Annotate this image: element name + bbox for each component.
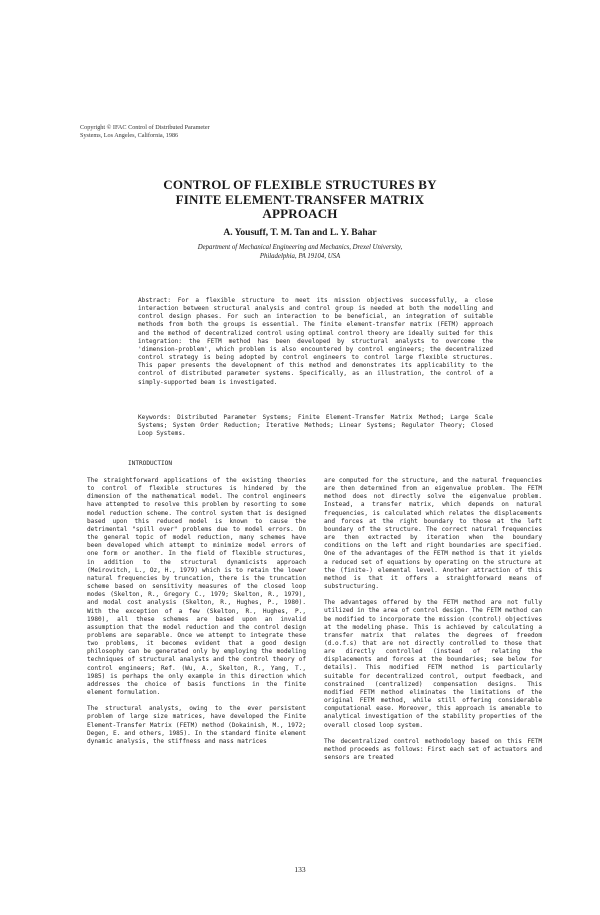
page-number: 133 [294,865,306,874]
keywords-label: Keywords: [138,414,172,421]
body-paragraph: The advantages offered by the FETM method are not fully utilized in the area of control design. The FETM method can be modified to incorporate the mission (control) objectives at the modeling phase. This is achieved by calculating a transfer matrix that relates the degrees of freedom (d.o.f.s) that are not directly controlled to those that are directly controlled (instead of relating the displacements and forces at the boundaries; see below for details). This modified FETM method is particularly suitable for decentralized control, output feedback, and constrained (centralized) compensation designs. This modified FETM method eliminates the limitations of the original FETM method, while still offering considerable computational ease. Moreover, this approach is amenable to analytical investigation of the stability properties of the overall closed loop system. [324,599,542,729]
title-line-3: APPROACH [262,206,338,221]
copyright-line-1: Copyright © IFAC Control of Distributed Parameter [80,124,210,131]
affiliation-line-2: Philadelphia, PA 19104, USA [259,252,341,260]
abstract-block [138,297,493,387]
body-paragraph: The decentralized control methodology based on this FETM method proceeds as follows: First each set of actuators and sensors are treated [324,737,542,761]
author-list: A. Yousuff, T. M. Tan and L. Y. Bahar [223,228,377,238]
keywords-block [138,414,493,438]
affiliation [140,244,460,261]
title-line-2: FINITE ELEMENT-TRANSFER MATRIX [175,191,425,207]
abstract-label: Abstract: [138,297,172,304]
right-column [324,477,542,770]
body-paragraph: The straightforward applications of the existing theories to control of flexible structures is hindered by the dimension of the mathematical model. The control engineers have attempted to resolve this problem by resorting to some model reduction scheme. The control system that is designed based upon this reduced model is known to cause the detrimental "spill over" problems due to model errors. On the general topic of model reduction, many schemes have been developed which attempt to minimize model errors of one form or another. In the field of flexible structures, in addition to the structural dynamicists approach (Meirovitch, L., Oz, H., 1979) which is to retain the lower natural frequencies by truncation, there is the truncation scheme based on sensitivity measures of the closed loop modes (Skelton, R., Gregory C., 1979; Skelton, R., 1979), and modal cost analysis (Skelton, R., Hughes, P., 1980). With the exception of a few (Skelton, R., Hughes, P., 1980), all these schemes are based upon an invalid assumption that the model reduction and the control design problems are separable. Once we attempt to integrate these two problems, it becomes evident that a good design philosophy can be generated only by employing the modeling techniques of structural analysts and the control theory of control engineers; Ref. (Wu, A., Skelton, R., Yang, T., 1985) is perhaps the only example in this direction which addresses the choice of basis functions in the finite element formulation. [87,477,306,697]
left-column [87,477,306,754]
paper-title [100,178,500,222]
section-heading-introduction: INTRODUCTION [128,460,173,467]
copyright-notice [80,124,300,139]
body-paragraph: are computed for the structure, and the natural frequencies are then determined from an eigenvalue problem. The FETM method does not directly solve the eigenvalue problem. Instead, a transfer matrix, which depends on natural frequencies, is calculated which relates the displacements and forces at the right boundary to those at the left boundary of the structure. The correct natural frequencies are then extracted by iteration when the boundary conditions on the left and right boundaries are specified. One of the advantages of the FETM method is that it yields a reduced set of equations by operating on the structure at the (finite-) elemental level. Another attraction of this method is that it offers a straightforward means of substructuring. [324,477,542,591]
keywords-text: Distributed Parameter Systems; Finite Element-Transfer Matrix Method; Large Scale Systems; System Order Reduction; Iterative Methods; Linear Systems; Regulator Theory; Closed Loop Systems. [138,414,494,438]
copyright-line-2: Systems, Los Angeles, California, 1986 [80,131,179,139]
title-line-1: CONTROL OF FLEXIBLE STRUCTURES BY [163,177,437,192]
body-paragraph: The structural analysts, owing to the ever persistent problem of large size matrices, have developed the Finite Element-Transfer Matrix (FETM) method (Dokainish, M., 1972; Degen, E. and others, 1985). In the standard finite element dynamic analysis, the stiffness and mass matrices [87,705,306,745]
affiliation-line-1: Department of Mechanical Engineering and Mechanics, Drexel University, [197,244,403,251]
abstract-text: For a flexible structure to meet its mission objectives successfully, a close interaction between structural analysis and control group is needed at both the modelling and control design phases. For such an interaction to be beneficial, an integration of suitable methods from both the groups is essential. The finite element-transfer matrix (FETM) approach and the method of decentralized control using optimal control theory are ideally suited for this integration: the FETM method has been developed by structural analysts to overcome the 'dimension-problem', which problem is also encountered by control engineers; the decentralized control strategy is being adopted by control engineers to control large flexible structures. This paper presents the development of this method and demonstrates its applicability to the control of distributed parameter systems. Specifically, as an illustration, the control of a simply-supported beam is investigated. [138,297,493,386]
